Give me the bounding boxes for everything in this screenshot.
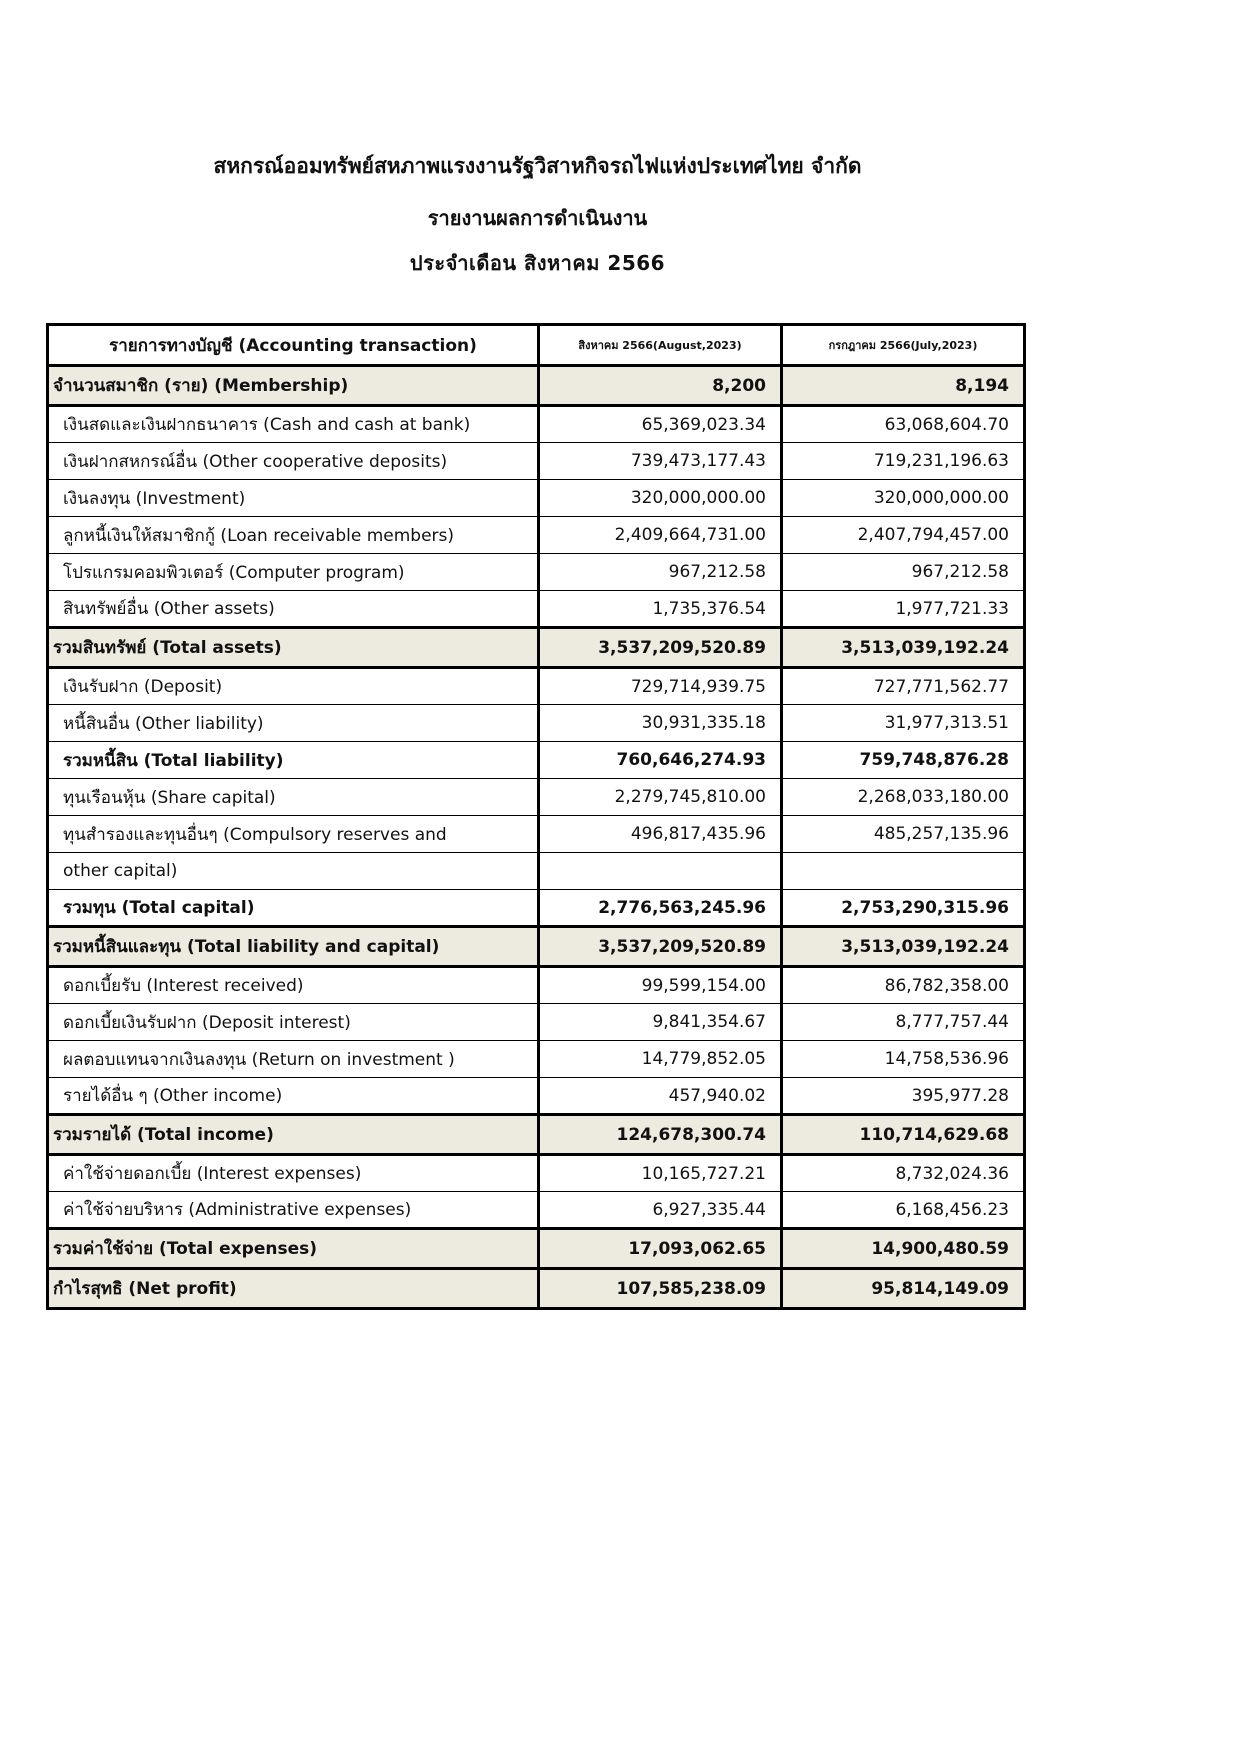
row-label: โปรแกรมคอมพิวเตอร์ (Computer program) [48, 554, 539, 591]
row-label: เงินฝากสหกรณ์อื่น (Other cooperative deposits) [48, 443, 539, 480]
table-row [48, 591, 1025, 628]
row-value-july: 8,777,757.44 [782, 1004, 1025, 1041]
row-label: ผลตอบแทนจากเงินลงทุน (Return on investment ) [48, 1041, 539, 1078]
row-label: other capital) [48, 853, 539, 890]
table-row [48, 1229, 1025, 1269]
row-label: เงินลงทุน (Investment) [48, 480, 539, 517]
row-value-august: 967,212.58 [539, 554, 782, 591]
row-value-july: 8,194 [782, 366, 1025, 406]
row-label: รายได้อื่น ๆ (Other income) [48, 1078, 539, 1115]
row-label: ค่าใช้จ่ายบริหาร (Administrative expenses) [48, 1192, 539, 1229]
table-row [48, 1155, 1025, 1192]
row-value-august: 760,646,274.93 [539, 742, 782, 779]
row-label: ค่าใช้จ่ายดอกเบี้ย (Interest expenses) [48, 1155, 539, 1192]
row-value-august: 30,931,335.18 [539, 705, 782, 742]
row-value-august: 739,473,177.43 [539, 443, 782, 480]
row-label: สินทรัพย์อื่น (Other assets) [48, 591, 539, 628]
table-row [48, 1115, 1025, 1155]
row-value-july: 31,977,313.51 [782, 705, 1025, 742]
row-value-august: 17,093,062.65 [539, 1229, 782, 1269]
table-row [48, 816, 1025, 853]
table-row [48, 480, 1025, 517]
row-value-july: 63,068,604.70 [782, 406, 1025, 443]
row-value-july: 95,814,149.09 [782, 1269, 1025, 1309]
table-row [48, 1004, 1025, 1041]
report-title: รายงานผลการดำเนินงาน [427, 206, 648, 230]
column-header-august: สิงหาคม 2566(August,2023) [539, 325, 782, 366]
row-value-july: 6,168,456.23 [782, 1192, 1025, 1229]
row-label: รวมหนี้สินและทุน (Total liability and capital) [48, 927, 539, 967]
row-value-july: 2,407,794,457.00 [782, 517, 1025, 554]
table-row [48, 554, 1025, 591]
table-row [48, 779, 1025, 816]
row-value-august: 457,940.02 [539, 1078, 782, 1115]
row-value-july: 2,753,290,315.96 [782, 890, 1025, 927]
table-row [48, 628, 1025, 668]
row-value-august: 1,735,376.54 [539, 591, 782, 628]
row-label: กำไรสุทธิ (Net profit) [48, 1269, 539, 1309]
row-value-july: 320,000,000.00 [782, 480, 1025, 517]
table-row [48, 742, 1025, 779]
row-value-august [539, 853, 782, 890]
row-label: ทุนสำรองและทุนอื่นๆ (Compulsory reserves and [48, 816, 539, 853]
row-value-july: 3,513,039,192.24 [782, 628, 1025, 668]
row-value-july: 759,748,876.28 [782, 742, 1025, 779]
row-label: รวมค่าใช้จ่าย (Total expenses) [48, 1229, 539, 1269]
row-value-july: 86,782,358.00 [782, 967, 1025, 1004]
row-value-july: 719,231,196.63 [782, 443, 1025, 480]
table-row [48, 1269, 1025, 1309]
row-value-august: 2,776,563,245.96 [539, 890, 782, 927]
row-value-july [782, 853, 1025, 890]
row-label: ดอกเบี้ยรับ (Interest received) [48, 967, 539, 1004]
table-header-row [48, 325, 1025, 366]
row-label: หนี้สินอื่น (Other liability) [48, 705, 539, 742]
table-row [48, 1078, 1025, 1115]
table-row [48, 890, 1025, 927]
row-value-august: 2,409,664,731.00 [539, 517, 782, 554]
row-value-july: 8,732,024.36 [782, 1155, 1025, 1192]
row-value-july: 14,900,480.59 [782, 1229, 1025, 1269]
table-row [48, 705, 1025, 742]
row-value-august: 9,841,354.67 [539, 1004, 782, 1041]
table-row [48, 1041, 1025, 1078]
row-value-july: 485,257,135.96 [782, 816, 1025, 853]
row-value-july: 395,977.28 [782, 1078, 1025, 1115]
row-value-july: 1,977,721.33 [782, 591, 1025, 628]
row-label: รวมสินทรัพย์ (Total assets) [48, 628, 539, 668]
row-label: จำนวนสมาชิก (ราย) (Membership) [48, 366, 539, 406]
row-value-july: 110,714,629.68 [782, 1115, 1025, 1155]
row-value-august: 14,779,852.05 [539, 1041, 782, 1078]
table-row [48, 517, 1025, 554]
row-value-august: 124,678,300.74 [539, 1115, 782, 1155]
row-label: รวมทุน (Total capital) [48, 890, 539, 927]
table-row [48, 406, 1025, 443]
organization-name: สหกรณ์ออมทรัพย์สหภาพแรงงานรัฐวิสาหกิจรถไฟแห่งประเทศไทย จำกัด [213, 154, 862, 178]
row-value-august: 99,599,154.00 [539, 967, 782, 1004]
row-value-july: 14,758,536.96 [782, 1041, 1025, 1078]
table-row [48, 927, 1025, 967]
table-row [48, 443, 1025, 480]
row-label: เงินรับฝาก (Deposit) [48, 668, 539, 705]
row-value-august: 3,537,209,520.89 [539, 927, 782, 967]
row-value-august: 2,279,745,810.00 [539, 779, 782, 816]
table-row [48, 853, 1025, 890]
row-value-july: 2,268,033,180.00 [782, 779, 1025, 816]
row-label: เงินสดและเงินฝากธนาคาร (Cash and cash at bank) [48, 406, 539, 443]
row-value-july: 967,212.58 [782, 554, 1025, 591]
row-value-august: 10,165,727.21 [539, 1155, 782, 1192]
row-value-august: 729,714,939.75 [539, 668, 782, 705]
table-row [48, 967, 1025, 1004]
column-header-transaction: รายการทางบัญชี (Accounting transaction) [48, 325, 539, 366]
row-label: รวมหนี้สิน (Total liability) [48, 742, 539, 779]
row-value-august: 496,817,435.96 [539, 816, 782, 853]
table-row [48, 668, 1025, 705]
row-value-july: 3,513,039,192.24 [782, 927, 1025, 967]
row-label: ดอกเบี้ยเงินรับฝาก (Deposit interest) [48, 1004, 539, 1041]
row-value-july: 727,771,562.77 [782, 668, 1025, 705]
row-value-august: 107,585,238.09 [539, 1269, 782, 1309]
column-header-july: กรกฎาคม 2566(July,2023) [782, 325, 1025, 366]
financial-report-table [46, 323, 1026, 1310]
row-label: ลูกหนี้เงินให้สมาชิกกู้ (Loan receivable members) [48, 517, 539, 554]
row-label: ทุนเรือนหุ้น (Share capital) [48, 779, 539, 816]
table-row [48, 366, 1025, 406]
row-value-august: 6,927,335.44 [539, 1192, 782, 1229]
table-row [48, 1192, 1025, 1229]
row-value-august: 65,369,023.34 [539, 406, 782, 443]
row-label: รวมรายได้ (Total income) [48, 1115, 539, 1155]
row-value-august: 8,200 [539, 366, 782, 406]
row-value-august: 3,537,209,520.89 [539, 628, 782, 668]
report-period: ประจำเดือน สิงหาคม 2566 [409, 251, 666, 275]
row-value-august: 320,000,000.00 [539, 480, 782, 517]
